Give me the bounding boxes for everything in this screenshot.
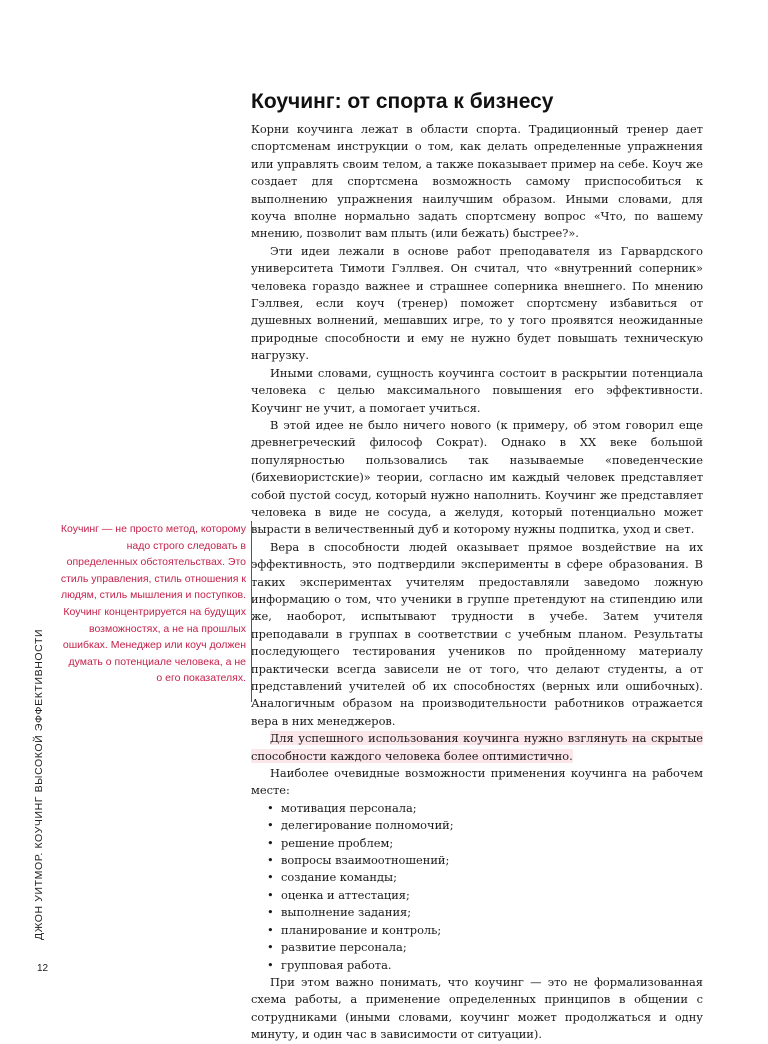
list-item bbox=[251, 939, 703, 956]
closing-paragraph: При этом важно понимать, что коучинг — это не формализованная схема работы, а применение определенных принципов в общении с сотрудниками (иными словами, коучинг может продолжаться и одну минуту, и один час в зависимости от ситуации). bbox=[251, 974, 703, 1042]
list-item bbox=[251, 800, 703, 817]
list-item bbox=[251, 887, 703, 904]
list-item-text: решение проблем; bbox=[281, 835, 394, 850]
list-item bbox=[251, 904, 703, 921]
highlighted-paragraph bbox=[251, 730, 703, 765]
chapter-title: Коучинг: от спорта к бизнесу bbox=[251, 90, 554, 113]
bullet-icon: • bbox=[267, 887, 274, 902]
list-item-text: выполнение задания; bbox=[281, 905, 412, 920]
list-item bbox=[251, 922, 703, 939]
paragraph: Корни коучинга лежат в области спорта. Традиционный тренер дает спортсменам инструкции о том, как делать определенные упражнения или управлять своим телом, а также показывает пример на себе. Коуч же создает для спортсмена возможность самому приспособиться к выполнению упражнения наилучшим образом. Иными словами, для коуча вполне нормально задать спортсмену вопрос «Что, по вашему мнению, позволит вам плыть (или бежать) быстрее?». bbox=[251, 122, 703, 241]
running-header-book-title: ДЖОН УИТМОР. КОУЧИНГ ВЫСОКОЙ ЭФФЕКТИВНОСТИ bbox=[33, 628, 45, 940]
list-item-text: создание команды; bbox=[281, 870, 397, 885]
list-item-text: оценка и аттестация; bbox=[281, 887, 410, 902]
bullet-icon: • bbox=[267, 835, 274, 850]
sidebar-divider bbox=[251, 521, 252, 702]
list-item-text: развитие персонала; bbox=[281, 940, 407, 955]
bullet-icon: • bbox=[267, 853, 274, 868]
bullet-list bbox=[251, 800, 703, 974]
main-text bbox=[251, 121, 703, 1044]
page-number: 12 bbox=[37, 963, 49, 974]
list-intro: Наиболее очевидные возможности применения коучинга на рабочем месте: bbox=[251, 766, 703, 798]
list-item-text: групповая работа. bbox=[281, 957, 392, 972]
sidebar-quote: Коучинг — не просто метод, которому надо строго следовать в определенных обстоятельствах. Это стиль управления, стиль отношения к людям, стиль мышления и поступков. Коучинг концентрируется на будущих возможностях, а не на прошлых ошибках. Менеджер или коуч должен думать о потенциале человека, а не о его показателях. bbox=[60, 523, 246, 685]
bullet-icon: • bbox=[267, 870, 274, 885]
list-item bbox=[251, 835, 703, 852]
list-item-text: делегирование полномочий; bbox=[281, 818, 454, 833]
highlight-text: Для успешного использования коучинга нужно взглянуть на скрытые способности каждого человека более оптимистично. bbox=[251, 731, 703, 763]
paragraph: В этой идее не было ничего нового (к примеру, об этом говорил еще древнегреческий философ Сократ). Однако в XX веке большой популярностью пользовались так называемые «поведенческие (бихевиористские)» теории, согласно им каждый человек представляет собой пустой сосуд, который нужно наполнить. Коучинг же представляет человека в виде не сосуда, а желудя, который потенциально может вырасти в величественный дуб и которому нужны подпитка, уход и свет. bbox=[251, 417, 703, 537]
list-item-text: вопросы взаимоотношений; bbox=[281, 853, 450, 868]
paragraph: Иными словами, сущность коучинга состоит в раскрытии потенциала человека с целью максимального повышения его эффективности. Коучинг не учит, а помогает учиться. bbox=[251, 365, 703, 415]
paragraph: Вера в способности людей оказывает прямое воздействие на их эффективность, это подтвердили эксперименты в сфере образования. В таких экспериментах учителям предоставляли заведомо ложную информацию о том, что ученики в группе претендуют на стипендию или же, наоборот, испытывают трудности в учебе. Затем учителя преподавали в группах в соответствии с учебным планом. Результаты последующего тестирования учеников по пройденному материалу практически всегда зависели не от того, что делают студенты, а от представлений учителей об их способностях (верных или ошибочных). Аналогичным образом на производительности работников отражается вера в них менеджеров. bbox=[251, 539, 703, 728]
bullet-icon: • bbox=[267, 905, 274, 920]
list-item bbox=[251, 852, 703, 869]
list-item-text: планирование и контроль; bbox=[281, 922, 442, 937]
bullet-icon: • bbox=[267, 957, 274, 972]
list-item-text: мотивация персонала; bbox=[281, 800, 417, 815]
list-item bbox=[251, 869, 703, 886]
bullet-icon: • bbox=[267, 818, 274, 833]
list-item bbox=[251, 817, 703, 834]
list-item bbox=[251, 957, 703, 974]
bullet-icon: • bbox=[267, 922, 274, 937]
bullet-icon: • bbox=[267, 940, 274, 955]
bullet-icon: • bbox=[267, 800, 274, 815]
paragraph: Эти идеи лежали в основе работ преподавателя из Гарвардского университета Тимоти Гэллвея. Он считал, что «внутренний соперник» человека гораздо важнее и страшнее соперника внешнего. По мнению Гэллвея, если коуч (тренер) поможет спортсмену избавиться от душевных волнений, мешавших игре, то у того проявятся неожиданные природные способности и ему не нужно будет повышать техническую нагрузку. bbox=[251, 243, 703, 363]
